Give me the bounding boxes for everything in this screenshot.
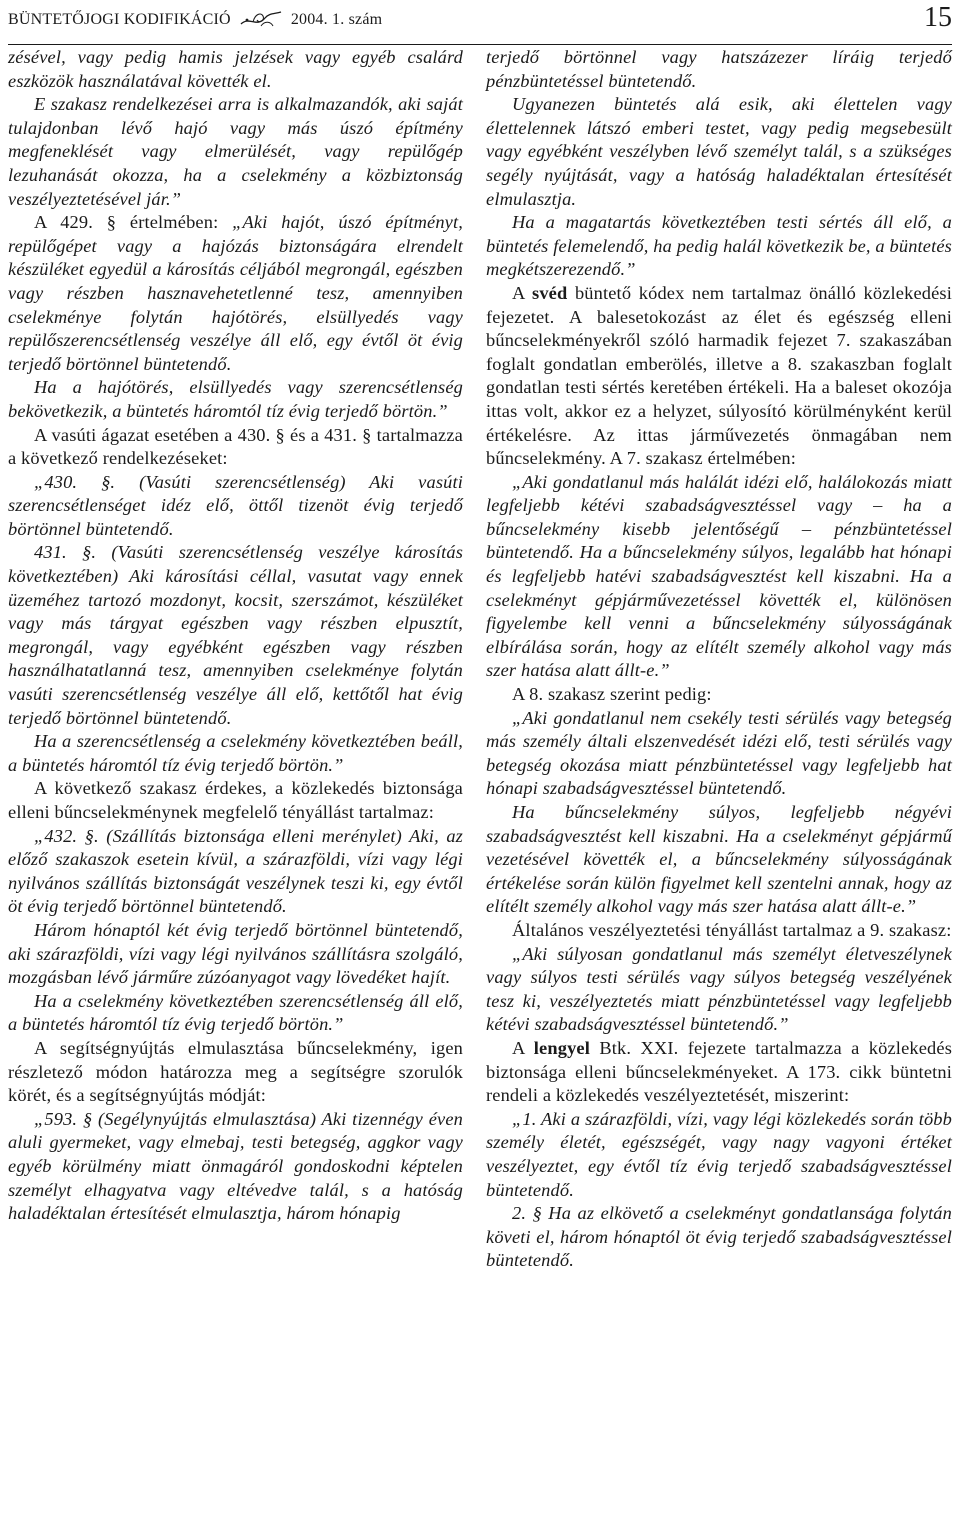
body-text: Btk. XXI. fejezete tartalmazza a közlekedés biztonsága elleni bűncselekményeket. A 173. cikk büntetni rendeli a közlekedés veszélyeztetését, miszerint: [486,1037,953,1106]
quoted-law-text: terjedő börtönnel vagy hatszázezer líráig terjedő pénzbüntetéssel büntetendő. [486,47,952,91]
paragraph [486,282,952,471]
paragraph [8,541,463,730]
paragraph [8,93,463,211]
paragraph [8,211,463,376]
quoted-law-text: „Aki gondatlanul nem csekély testi sérülés vagy betegség más személy általi elszenvedését idézi elő, testi sérülés vagy betegség okozása miatt pénzbüntetéssel vagy legfeljebb hat hónapi szabadságvesztéssel büntetendő. [486,707,952,799]
body-text: A [512,282,533,303]
quoted-law-text: „1. Aki a szárazföldi, vízi, vagy légi közlekedés során több személy életét, egészségét, vagy nagy vagyoni értéket veszélyeztet, egy évtől tíz évig terjedő szabadságvesztéssel büntetendő. [486,1108,952,1200]
quoted-law-text: Ha a szerencsétlenség a cselekmény következtében beáll, a büntetés háromtól tíz évig terjedő börtön.” [8,731,463,775]
body-text: A [512,1037,534,1058]
paragraph [8,777,463,824]
paragraph [486,211,952,282]
paragraph [486,707,952,801]
body-text: Általános veszélyeztetési tényállást tartalmaz a 9. szakasz: [512,919,952,940]
body-text: büntető kódex nem tartalmaz önálló közlekedési fejezetet. A balesetokozást az élet és egészség elleni bűncselekményekről szóló harmadik fejezet 7. szakaszában foglalt gondatlan emberölés, illetve a 8. szakaszban foglalt gondatlan testi sértés keretében értékeli. Ha a baleset okozója ittas volt, akkor ez a helyzet, súlyosító körülményként kerül értékelésre. Az ittas járművezetés önmagában nem bűncselekmény. A 7. szakasz értelmében: [486,282,952,469]
journal-title-line [8,8,382,32]
quoted-law-text: „430. §. (Vasúti szerencsétlenség) Aki vasúti szerencsétlenséget idéz elő, öttől tizenöt évig terjedő börtönnel büntetendő. [8,471,463,539]
quoted-law-text: E szakasz rendelkezései arra is alkalmazandók, aki saját tulajdonban lévő hajó vagy más úszó építmény megfeneklését vagy elmerülését, vagy repülőgép lezuhanását okozza, ha a cselekmény a közbiztonság veszélyeztetésével jár.” [8,94,463,209]
paragraph [486,1202,952,1273]
quoted-law-text: „Aki súlyosan gondatlanul más személyt életveszélynek vagy súlyos testi sérülés vagy súlyos betegség veszélyének tesz ki, veszélyeztetés miatt pénzbüntetéssel vagy legfeljebb kétévi szabadságvesztéssel büntetendő.” [486,943,952,1035]
paragraph [8,376,463,423]
paragraph [486,943,952,1037]
quoted-law-text: Ha a hajótörés, elsüllyedés vagy szerencsétlenség bekövetkezik, a büntetés háromtól tíz évig terjedő börtön.” [8,377,463,421]
paragraph [8,46,463,93]
quoted-law-text: Ha a magatartás következtében testi sértés áll elő, a büntetés felemelendő, ha pedig halál következik be, a büntetés megkétszerezendő.” [486,212,952,280]
quoted-law-text: 431. §. (Vasúti szerencsétlenség veszélye károsítás következtében) Aki károsítási céllal, vasutat vagy ennek üzeméhez tartozó mozdonyt, kocsit, szerszámot, készüléket vagy más tárgyat egészben vagy részben elpusztít, megrongál, vagy egyébként egészben vagy részben használhatatlanná tesz, amennyiben cselekménye folytán vasúti szerencsétlenség veszélye áll elő, kettőtől hat évig terjedő börtönnel büntetendő. [8,542,463,728]
paragraph [8,1108,463,1226]
paragraph [486,1037,952,1108]
quoted-law-text: „Aki gondatlanul más halálát idézi elő, halálokozás miatt legfeljebb kétévi szabadságvesztéssel vagy – ha a bűncselekmény kisebb jelentőségű – pénzbüntetéssel büntetendő. Ha a bűncselekmény súlyos, legalább hat hónapi és legfeljebb hatévi szabadságvesztést kell kiszabni. Ha a cselekményt gépjárművezetéssel követték el, különösen figyelembe kell venni a bűncselekmény súlyosságának elbírálása során, hogy az elítélt személy alkohol vagy más szer hatása alatt állt-e.” [486,471,952,681]
right-column [486,46,952,1273]
body-text: A következő szakasz érdekes, a közlekedés biztonsága elleni bűncselekménynek megfelelő tényállást tartalmaz: [8,778,463,822]
paragraph [486,93,952,211]
quoted-law-text: Ugyanezen büntetés alá esik, aki élettelen vagy élettelennek látszó emberi testet, vagy pedig megsebesült vagy egyébként veszélyben lévő személyt talál, s a szükséges segély nyújtását, vagy a hatóság haladéktalan értesítését elmulasztja. [486,94,952,209]
paragraph [8,424,463,471]
quoted-law-text: „Aki hajót, úszó építményt, repülőgépet vagy a hajózás biztonságára elrendelt készüléket egyedül a károsítás céljából megrongál, egészben vagy részben hasznavehetetlenné tesz, amennyiben cselekménye folytán hajótörés, elsüllyedés vagy repülőszerencsétlenség veszélye áll elő, egy évtől öt évig terjedő börtönnel büntetendő. [8,212,463,374]
left-column [8,46,463,1226]
paragraph [8,730,463,777]
quoted-law-text: „593. § (Segélynyújtás elmulasztása) Aki tizennégy éven aluli gyermeket, vagy elmebaj, testi betegség, aggkor vagy egyéb körülmény miatt önmagáról gondoskodni képtelen személyt elhagyatva vagy eltévedve talál, s a hatóság haladéktalan értesítését elmulasztja, három hónapig [8,1108,463,1224]
quoted-law-text: 2. § Ha az elkövető a cselekményt gondatlansága folytán követi el, három hónaptól öt évig terjedő szabadságvesztéssel büntetendő. [486,1203,952,1271]
page-number: 15 [924,2,952,33]
quoted-law-text: Három hónaptól két évig terjedő börtönnel büntetendő, aki szárazföldi, vízi vagy légi nyilvános szállításra szolgáló, mozgásban lévő járműre zúzóanyagot vagy lövedéket hajít. [8,919,463,988]
quoted-law-text: zésével, vagy pedig hamis jelzések vagy egyéb csalárd eszközök használatával követték el. [8,47,463,91]
paragraph [486,471,952,683]
paragraph [8,471,463,542]
paragraph [8,1037,463,1108]
paragraph [8,919,463,990]
quoted-law-text: „432. §. (Szállítás biztonsága elleni merénylet) Aki, az előző szakaszok esetein kívül, a szárazföldi, vízi vagy légi nyilvános szállítás biztonságát veszélynek teszi ki, egy évtől öt évig terjedő börtönnel büntetendő. [8,825,463,917]
ornament-icon [239,8,283,32]
paragraph [486,919,952,943]
paragraph [8,825,463,919]
quoted-law-text: Ha a cselekmény következtében szerencsétlenség áll elő, a büntetés háromtól tíz évig terjedő börtön.” [8,990,463,1035]
body-text: A vasúti ágazat esetében a 430. § és a 431. § tartalmazza a következő rendelkezéseket: [8,424,463,469]
body-text: A 429. § értelmében: [34,212,233,233]
body-text: A 8. szakasz szerint pedig: [512,684,712,705]
body-text: A segítségnyújtás elmulasztása bűncselekmény, igen részletező módon határozza meg a segítségre szorulók körét, és a segítségnyújtás módját: [8,1037,463,1106]
paragraph [486,1108,952,1202]
paragraph [486,683,952,707]
country-name: lengyel [533,1037,590,1058]
paragraph [486,46,952,93]
journal-title: BÜNTETŐJOGI KODIFIKÁCIÓ [8,11,231,28]
country-name: svéd [532,282,568,303]
running-header [8,0,952,45]
paragraph [8,990,463,1037]
quoted-law-text: Ha bűncselekmény súlyos, legfeljebb négyévi szabadságvesztést kell kiszabni. Ha a cselekményt gépjármű vezetésével követték el, a bűncselekmény súlyosságának értékelése során külön figyelmet kell szentelni annak, hogy az elítélt személy alkohol vagy más szer hatása alatt állt-e.” [486,802,952,917]
issue-number: 2004. 1. szám [290,11,383,28]
paragraph [486,801,952,919]
